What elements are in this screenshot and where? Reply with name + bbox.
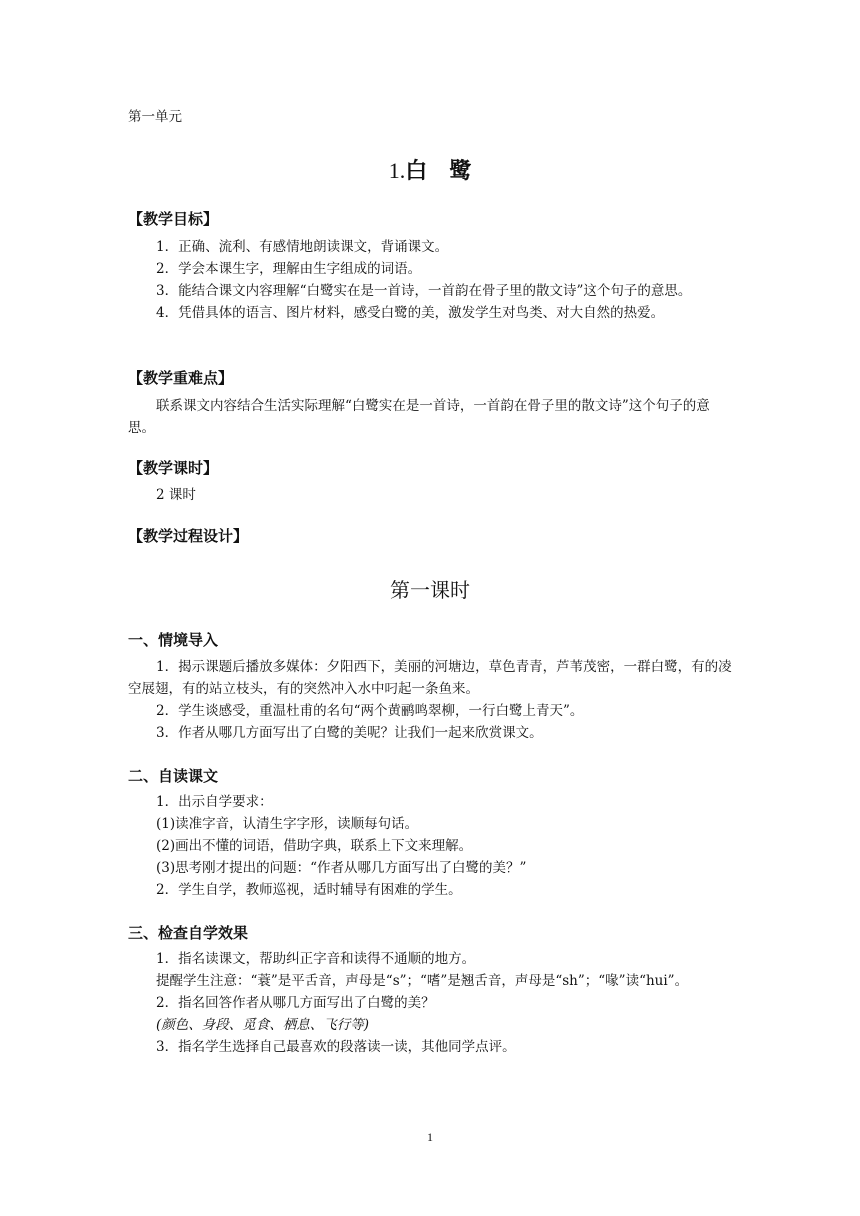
part2-item: (3)思考刚才提出的问题：“作者从哪几方面写出了白鹭的美？” [156, 860, 527, 876]
part2-item: (2)画出不懂的词语，借助字典，联系上下文来理解。 [156, 838, 473, 854]
unit-label: 第一单元 [128, 109, 182, 125]
part3-list [128, 948, 736, 1058]
lesson-period-title: 第一课时 [390, 578, 470, 602]
part2-list [128, 791, 736, 901]
goal-item: 2．学会本课生字，理解由生字组成的词语。 [156, 261, 422, 277]
lesson-number: 1. [388, 158, 406, 183]
part1-heading: 一、情境导入 [128, 631, 219, 649]
part1-item: 3．作者从哪几方面写出了白鹭的美呢？让我们一起来欣赏课文。 [156, 725, 543, 741]
goal-item: 4．凭借具体的语言、图片材料，感受白鹭的美，激发学生对鸟类、对大自然的热爱。 [156, 305, 665, 321]
part3-item: 提醒学生注意：“蓑”是平舌音，声母是“s”；“嗜”是翘舌音，声母是“sh”；“喙”读“hui”。 [156, 973, 689, 989]
part2-item: 1．出示自学要求： [156, 794, 273, 810]
part3-heading: 三、检查自学效果 [128, 924, 249, 942]
part2-item: 2．学生自学，教师巡视，适时辅导有困难的学生。 [156, 882, 462, 898]
part3-item: 1．指名读课文，帮助纠正字音和读得不通顺的地方。 [156, 951, 476, 967]
goals-list [128, 236, 736, 324]
part1-item: 2．学生谈感受，重温杜甫的名句“两个黄鹂鸣翠柳，一行白鹭上青天”。 [156, 703, 584, 719]
lesson-title [0, 154, 860, 185]
part3-item: (颜色、身段、觅食、栖息、飞行等) [156, 1017, 370, 1033]
page-number: 1 [427, 1130, 433, 1144]
hours-heading: 【教学课时】 [128, 459, 219, 477]
hours-text: 2 课时 [156, 487, 196, 503]
part2-heading: 二、自读课文 [128, 767, 219, 785]
part1-list [128, 656, 736, 744]
key-points-heading: 【教学重难点】 [128, 369, 234, 387]
goals-heading: 【教学目标】 [128, 210, 219, 228]
part3-item: 3．指名学生选择自己最喜欢的段落读一读，其他同学点评。 [156, 1039, 516, 1055]
lesson-title-text: 白 鹭 [405, 159, 472, 184]
key-points-text: 联系课文内容结合生活实际理解“白鹭实在是一首诗，一首韵在骨子里的散文诗”这个句子的意思。 [128, 398, 710, 436]
part2-item: (1)读准字音，认清生字字形，读顺每句话。 [156, 816, 419, 832]
part3-item: 2．指名回答作者从哪几方面写出了白鹭的美？ [156, 995, 435, 1011]
part1-item: 1．揭示课题后播放多媒体：夕阳西下，美丽的河塘边，草色青青，芦苇茂密，一群白鹭，有的凌空展翅，有的站立枝头，有的突然冲入水中叼起一条鱼来。 [128, 659, 732, 697]
goal-item: 1．正确、流利、有感情地朗读课文，背诵课文。 [156, 239, 449, 255]
goal-item: 3．能结合课文内容理解“白鹭实在是一首诗，一首韵在骨子里的散文诗”这个句子的意思。 [156, 283, 692, 299]
process-heading: 【教学过程设计】 [128, 527, 249, 545]
